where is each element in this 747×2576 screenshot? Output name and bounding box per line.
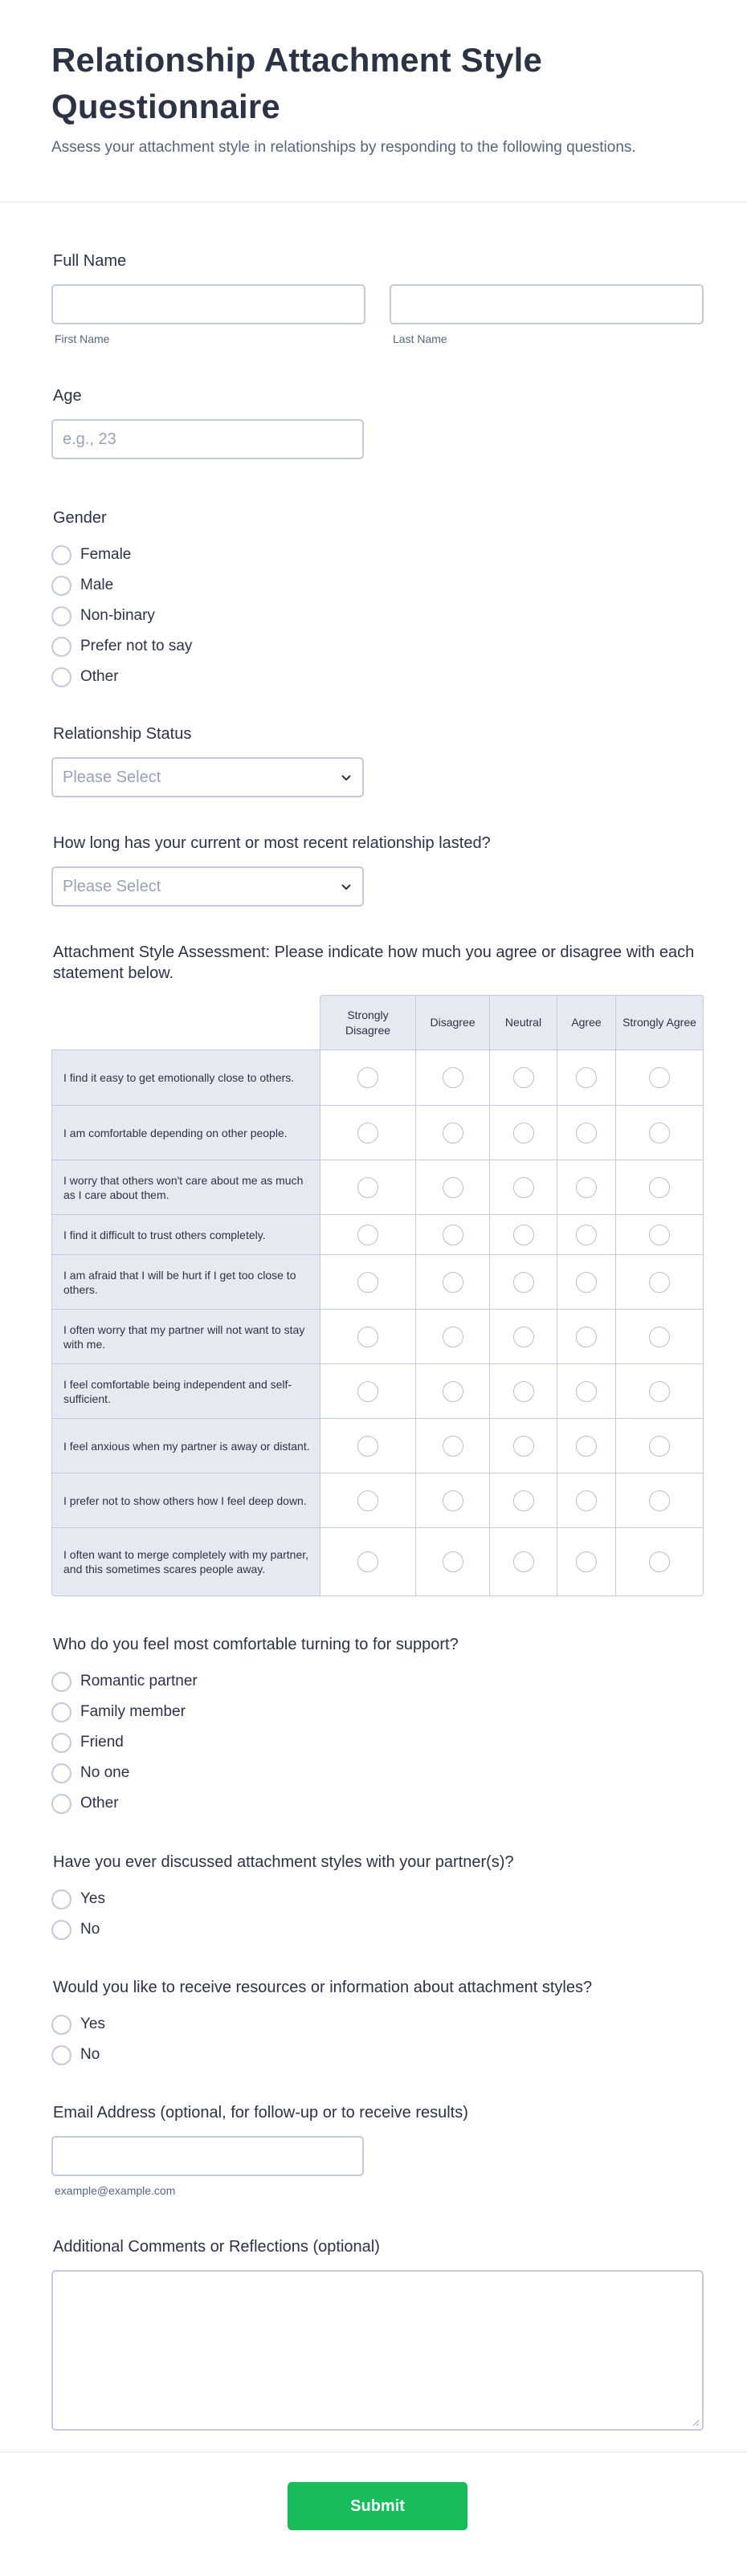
radio-label: Yes: [80, 2016, 105, 2032]
radio-button[interactable]: [51, 1702, 71, 1722]
support-option-no-one[interactable]: [51, 1758, 704, 1788]
gender-option-female[interactable]: [51, 540, 704, 570]
discussed-label: Have you ever discussed attachment styles with your partner(s)?: [53, 1853, 514, 1871]
matrix-radio[interactable]: [513, 1381, 534, 1402]
matrix-radio[interactable]: [513, 1551, 534, 1572]
first-name-input[interactable]: [51, 284, 365, 324]
comments-label: Additional Comments or Reflections (optional): [53, 2238, 380, 2256]
matrix-radio[interactable]: [443, 1436, 463, 1457]
matrix-row-label: I find it easy to get emotionally close to others.: [51, 1050, 320, 1105]
matrix-row: [51, 1418, 704, 1473]
comments-field: [51, 2236, 704, 2431]
age-label: Age: [53, 387, 82, 405]
support-options: [51, 1666, 704, 1819]
radio-button[interactable]: [51, 576, 71, 596]
matrix-radio[interactable]: [357, 1123, 378, 1143]
radio-button[interactable]: [51, 1733, 71, 1753]
resources-option-yes[interactable]: [51, 2009, 704, 2040]
matrix-row-label: I often want to merge completely with my partner, and this sometimes scares people away.: [51, 1527, 320, 1596]
resize-grip-icon[interactable]: [692, 2419, 700, 2427]
matrix-radio[interactable]: [513, 1327, 534, 1347]
relationship-status-field: [51, 723, 704, 797]
matrix-radio[interactable]: [649, 1551, 670, 1572]
matrix-column-header: Disagree: [415, 995, 489, 1050]
attachment-matrix-field: [51, 942, 704, 1596]
matrix-corner: [51, 995, 320, 1050]
matrix-row-label: I am afraid that I will be hurt if I get too close to others.: [51, 1254, 320, 1309]
relationship-length-field: [51, 833, 704, 907]
matrix-row: [51, 1309, 704, 1363]
radio-label: Romantic partner: [80, 1673, 198, 1689]
discussed-option-yes[interactable]: [51, 1884, 704, 1914]
matrix-radio[interactable]: [443, 1177, 463, 1198]
relationship-length-select[interactable]: [51, 866, 364, 907]
matrix-row: [51, 1363, 704, 1418]
resources-option-no[interactable]: [51, 2040, 704, 2070]
matrix-radio[interactable]: [576, 1436, 597, 1457]
matrix-row-label: I worry that others won't care about me as much as I care about them.: [51, 1160, 320, 1214]
matrix-radio[interactable]: [443, 1272, 463, 1293]
submit-button[interactable]: Submit: [288, 2482, 467, 2530]
gender-option-other[interactable]: [51, 662, 704, 692]
matrix-column-header: Strongly Disagree: [320, 995, 415, 1050]
attachment-matrix: [51, 995, 704, 1596]
matrix-radio[interactable]: [576, 1490, 597, 1511]
radio-button[interactable]: [51, 1672, 71, 1692]
select-placeholder: Please Select: [63, 768, 161, 786]
form-title: Relationship Attachment Style Questionnaire: [51, 41, 543, 125]
matrix-radio[interactable]: [649, 1490, 670, 1511]
matrix-column-header: Neutral: [489, 995, 557, 1050]
comments-textarea[interactable]: [51, 2270, 704, 2431]
matrix-radio[interactable]: [576, 1123, 597, 1143]
radio-button[interactable]: [51, 606, 71, 626]
matrix-radio[interactable]: [443, 1327, 463, 1347]
matrix-column-header: Strongly Agree: [615, 995, 704, 1050]
matrix-radio[interactable]: [576, 1551, 597, 1572]
gender-field: [51, 507, 704, 692]
chevron-down-icon: [340, 772, 353, 785]
full-name-field: [51, 251, 704, 345]
matrix-row: [51, 1105, 704, 1160]
matrix-radio[interactable]: [649, 1381, 670, 1402]
email-field-group: [51, 2102, 704, 2197]
radio-label: Other: [80, 1795, 119, 1812]
gender-option-non-binary[interactable]: [51, 601, 704, 631]
matrix-row: [51, 1254, 704, 1309]
matrix-radio[interactable]: [649, 1436, 670, 1457]
resources-label: Would you like to receive resources or information about attachment styles?: [53, 1979, 593, 1996]
resources-field: [51, 1977, 704, 2070]
matrix-radio[interactable]: [513, 1272, 534, 1293]
chevron-down-icon: [340, 881, 353, 894]
matrix-radio[interactable]: [443, 1225, 463, 1245]
matrix-radio[interactable]: [576, 1381, 597, 1402]
radio-label: Female: [80, 546, 132, 563]
relationship-status-label: Relationship Status: [53, 725, 192, 743]
radio-button[interactable]: [51, 667, 71, 687]
matrix-label: Attachment Style Assessment: Please indicate how much you agree or disagree with each statement below.: [53, 944, 695, 982]
email-sublabel: example@example.com: [55, 2184, 176, 2197]
form-header: [0, 0, 747, 202]
email-input[interactable]: [51, 2136, 364, 2176]
resources-options: [51, 2009, 704, 2070]
support-option-other[interactable]: [51, 1788, 704, 1819]
radio-label: No one: [80, 1764, 130, 1781]
matrix-radio[interactable]: [357, 1490, 378, 1511]
support-option-friend[interactable]: [51, 1727, 704, 1758]
support-label: Who do you feel most comfortable turning to for support?: [53, 1636, 459, 1653]
radio-button[interactable]: [51, 1889, 71, 1910]
matrix-row: [51, 1214, 704, 1254]
matrix-radio[interactable]: [649, 1177, 670, 1198]
relationship-length-label: How long has your current or most recent relationship lasted?: [53, 834, 491, 852]
radio-label: Other: [80, 668, 119, 685]
matrix-row-label: I am comfortable depending on other people.: [51, 1105, 320, 1160]
matrix-row: [51, 1527, 704, 1596]
age-field: [51, 385, 704, 459]
matrix-radio[interactable]: [357, 1177, 378, 1198]
form-description: Assess your attachment style in relationships by responding to the following questions.: [51, 139, 636, 156]
select-placeholder: Please Select: [63, 877, 161, 895]
last-name-input[interactable]: [390, 284, 704, 324]
discussed-option-no[interactable]: [51, 1914, 704, 1945]
radio-button[interactable]: [51, 2015, 71, 2035]
matrix-radio[interactable]: [576, 1067, 597, 1088]
matrix-radio[interactable]: [443, 1490, 463, 1511]
matrix-radio[interactable]: [576, 1272, 597, 1293]
radio-label: Family member: [80, 1703, 186, 1720]
matrix-radio[interactable]: [649, 1225, 670, 1245]
matrix-radio[interactable]: [443, 1381, 463, 1402]
relationship-status-select[interactable]: [51, 757, 364, 797]
matrix-row-label: I often worry that my partner will not want to stay with me.: [51, 1309, 320, 1363]
matrix-radio[interactable]: [443, 1067, 463, 1088]
form-footer: [0, 2452, 747, 2576]
gender-option-male[interactable]: [51, 570, 704, 601]
matrix-radio[interactable]: [357, 1551, 378, 1572]
matrix-radio[interactable]: [443, 1123, 463, 1143]
radio-button[interactable]: [51, 1794, 71, 1814]
matrix-radio[interactable]: [513, 1067, 534, 1088]
matrix-row-label: I feel anxious when my partner is away or distant.: [51, 1418, 320, 1473]
matrix-column-header: Agree: [557, 995, 615, 1050]
radio-button[interactable]: [51, 1763, 71, 1783]
matrix-row: [51, 1050, 704, 1105]
matrix-radio[interactable]: [649, 1272, 670, 1293]
matrix-radio[interactable]: [357, 1327, 378, 1347]
matrix-row-label: I feel comfortable being independent and self-sufficient.: [51, 1363, 320, 1418]
matrix-radio[interactable]: [357, 1381, 378, 1402]
age-input[interactable]: [51, 419, 364, 459]
matrix-radio[interactable]: [576, 1225, 597, 1245]
matrix-radio[interactable]: [649, 1123, 670, 1143]
matrix-radio[interactable]: [649, 1067, 670, 1088]
matrix-row-label: I prefer not to show others how I feel deep down.: [51, 1473, 320, 1527]
matrix-radio[interactable]: [513, 1490, 534, 1511]
radio-label: Non-binary: [80, 607, 155, 624]
radio-button[interactable]: [51, 1920, 71, 1940]
matrix-radio[interactable]: [357, 1225, 378, 1245]
matrix-radio[interactable]: [576, 1177, 597, 1198]
radio-button[interactable]: [51, 545, 71, 565]
matrix-radio[interactable]: [513, 1177, 534, 1198]
matrix-radio[interactable]: [357, 1436, 378, 1457]
radio-label: No: [80, 2046, 100, 2063]
matrix-radio[interactable]: [649, 1327, 670, 1347]
matrix-radio[interactable]: [443, 1551, 463, 1572]
radio-label: Prefer not to say: [80, 638, 193, 654]
gender-options: [51, 540, 704, 692]
support-field: [51, 1634, 704, 1819]
matrix-radio[interactable]: [357, 1067, 378, 1088]
support-option-family-member[interactable]: [51, 1697, 704, 1727]
radio-label: No: [80, 1921, 100, 1938]
full-name-label: Full Name: [53, 252, 127, 270]
matrix-row: [51, 1160, 704, 1214]
discussed-options: [51, 1884, 704, 1945]
discussed-field: [51, 1852, 704, 1945]
gender-label: Gender: [53, 509, 107, 527]
matrix-radio[interactable]: [357, 1272, 378, 1293]
radio-button[interactable]: [51, 637, 71, 657]
matrix-radio[interactable]: [513, 1123, 534, 1143]
matrix-radio[interactable]: [576, 1327, 597, 1347]
email-label: Email Address (optional, for follow-up or to receive results): [53, 2104, 468, 2122]
matrix-row: [51, 1473, 704, 1527]
support-option-romantic-partner[interactable]: [51, 1666, 704, 1697]
radio-label: Male: [80, 577, 114, 593]
radio-label: Friend: [80, 1734, 124, 1751]
matrix-row-label: I find it difficult to trust others completely.: [51, 1214, 320, 1254]
first-name-sublabel: First Name: [55, 332, 110, 345]
radio-label: Yes: [80, 1890, 105, 1907]
last-name-sublabel: Last Name: [393, 332, 447, 345]
matrix-radio[interactable]: [513, 1436, 534, 1457]
matrix-radio[interactable]: [513, 1225, 534, 1245]
radio-button[interactable]: [51, 2045, 71, 2065]
gender-option-prefer-not-to-say[interactable]: [51, 631, 704, 662]
